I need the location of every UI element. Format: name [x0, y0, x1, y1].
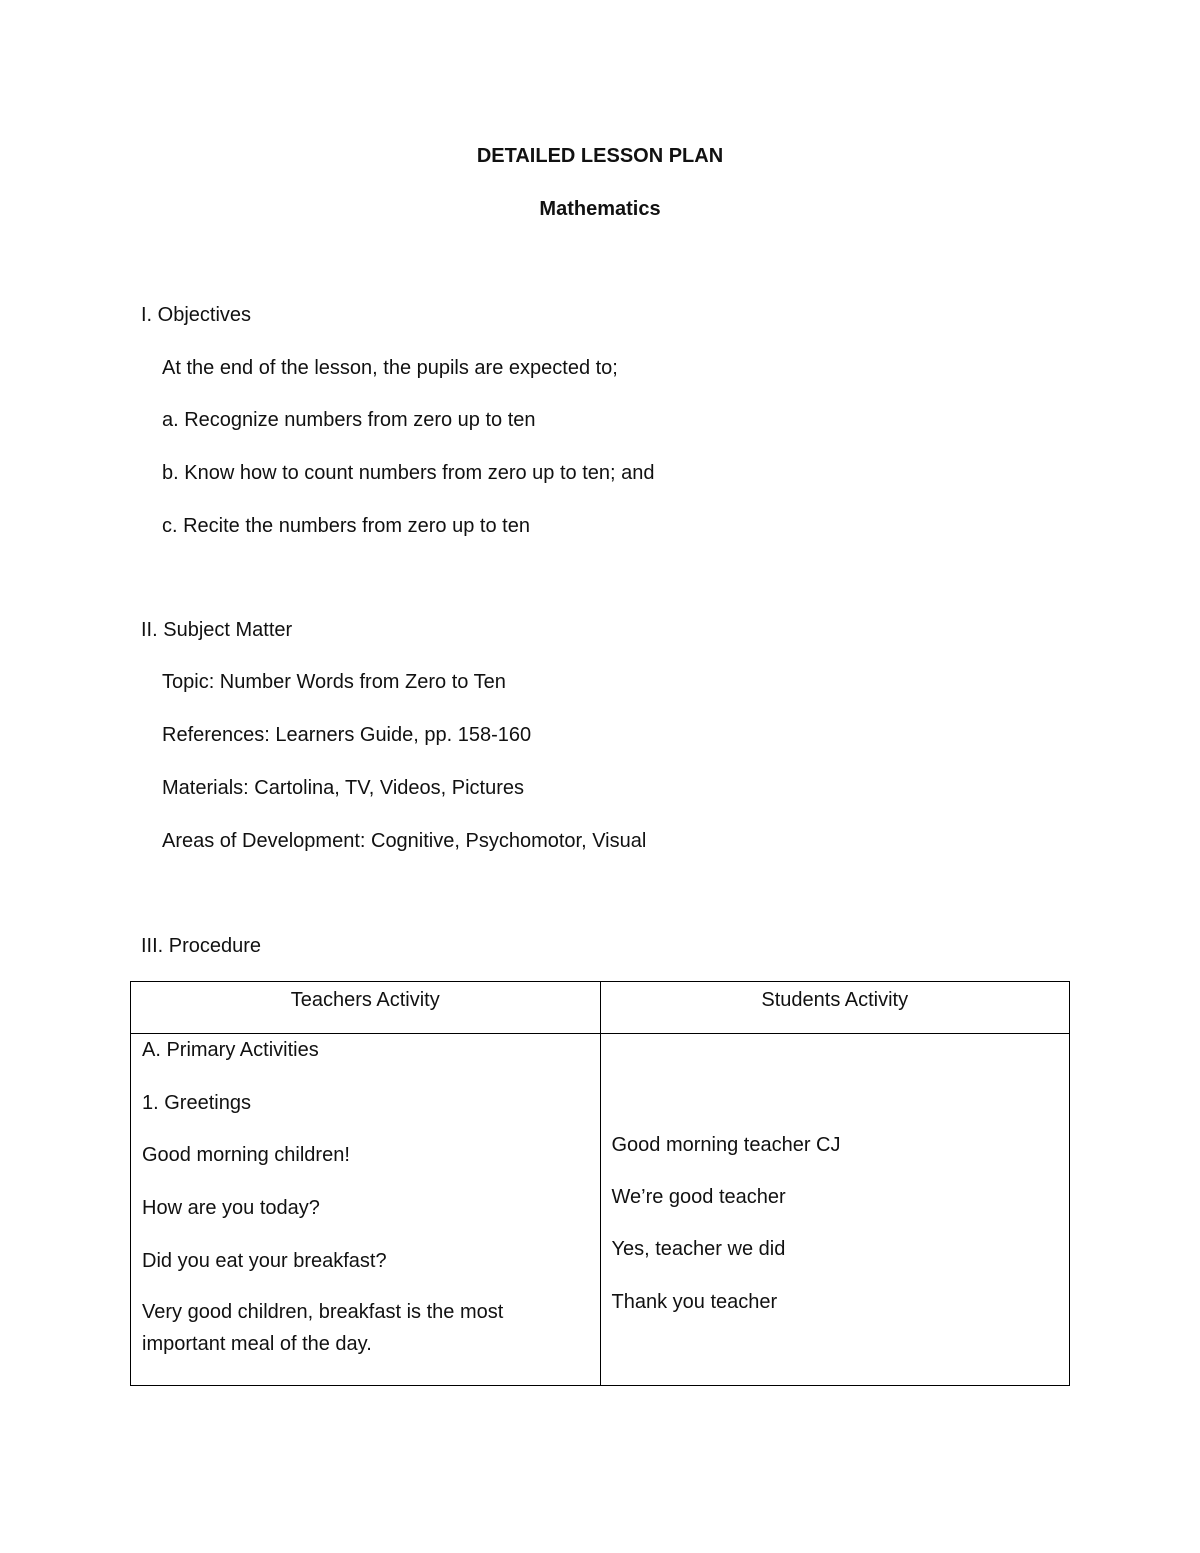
subject-areas: Areas of Development: Cognitive, Psychomotor, Visual [162, 830, 647, 852]
document-title: DETAILED LESSON PLAN [476, 145, 724, 167]
subject-references: References: Learners Guide, pp. 158-160 [162, 724, 532, 746]
teachers-activity-cell [131, 1034, 601, 1386]
document-subtitle: Mathematics [539, 198, 661, 220]
students-activity-header: Students Activity [600, 982, 1070, 1034]
procedure-table [130, 981, 1070, 1386]
teacher-line: A. Primary Activities [142, 1039, 319, 1061]
student-line: We’re good teacher [611, 1186, 786, 1208]
objective-item: a. Recognize numbers from zero up to ten [162, 409, 536, 431]
subject-matter-heading: II. Subject Matter [141, 619, 293, 641]
objectives-intro: At the end of the lesson, the pupils are expected to; [162, 357, 618, 379]
teacher-line: How are you today? [142, 1197, 320, 1219]
table-row [131, 1034, 1070, 1386]
teacher-line: Very good children, breakfast is the most important meal of the day. [142, 1301, 504, 1355]
objective-item: c. Recite the numbers from zero up to ten [162, 515, 530, 537]
teacher-line: Good morning children! [142, 1144, 350, 1166]
table-header-row [131, 982, 1070, 1034]
student-line: Good morning teacher CJ [611, 1134, 841, 1156]
subject-materials: Materials: Cartolina, TV, Videos, Pictures [162, 777, 525, 799]
objective-item: b. Know how to count numbers from zero up to ten; and [162, 462, 655, 484]
objectives-heading: I. Objectives [141, 304, 252, 326]
procedure-heading: III. Procedure [141, 935, 262, 957]
students-activity-cell [600, 1034, 1070, 1386]
teacher-line: 1. Greetings [142, 1092, 251, 1114]
student-line: Yes, teacher we did [611, 1238, 786, 1260]
student-line: Thank you teacher [611, 1291, 778, 1313]
subject-topic: Topic: Number Words from Zero to Ten [162, 671, 506, 693]
teacher-line: Did you eat your breakfast? [142, 1250, 387, 1272]
teachers-activity-header: Teachers Activity [131, 982, 601, 1034]
